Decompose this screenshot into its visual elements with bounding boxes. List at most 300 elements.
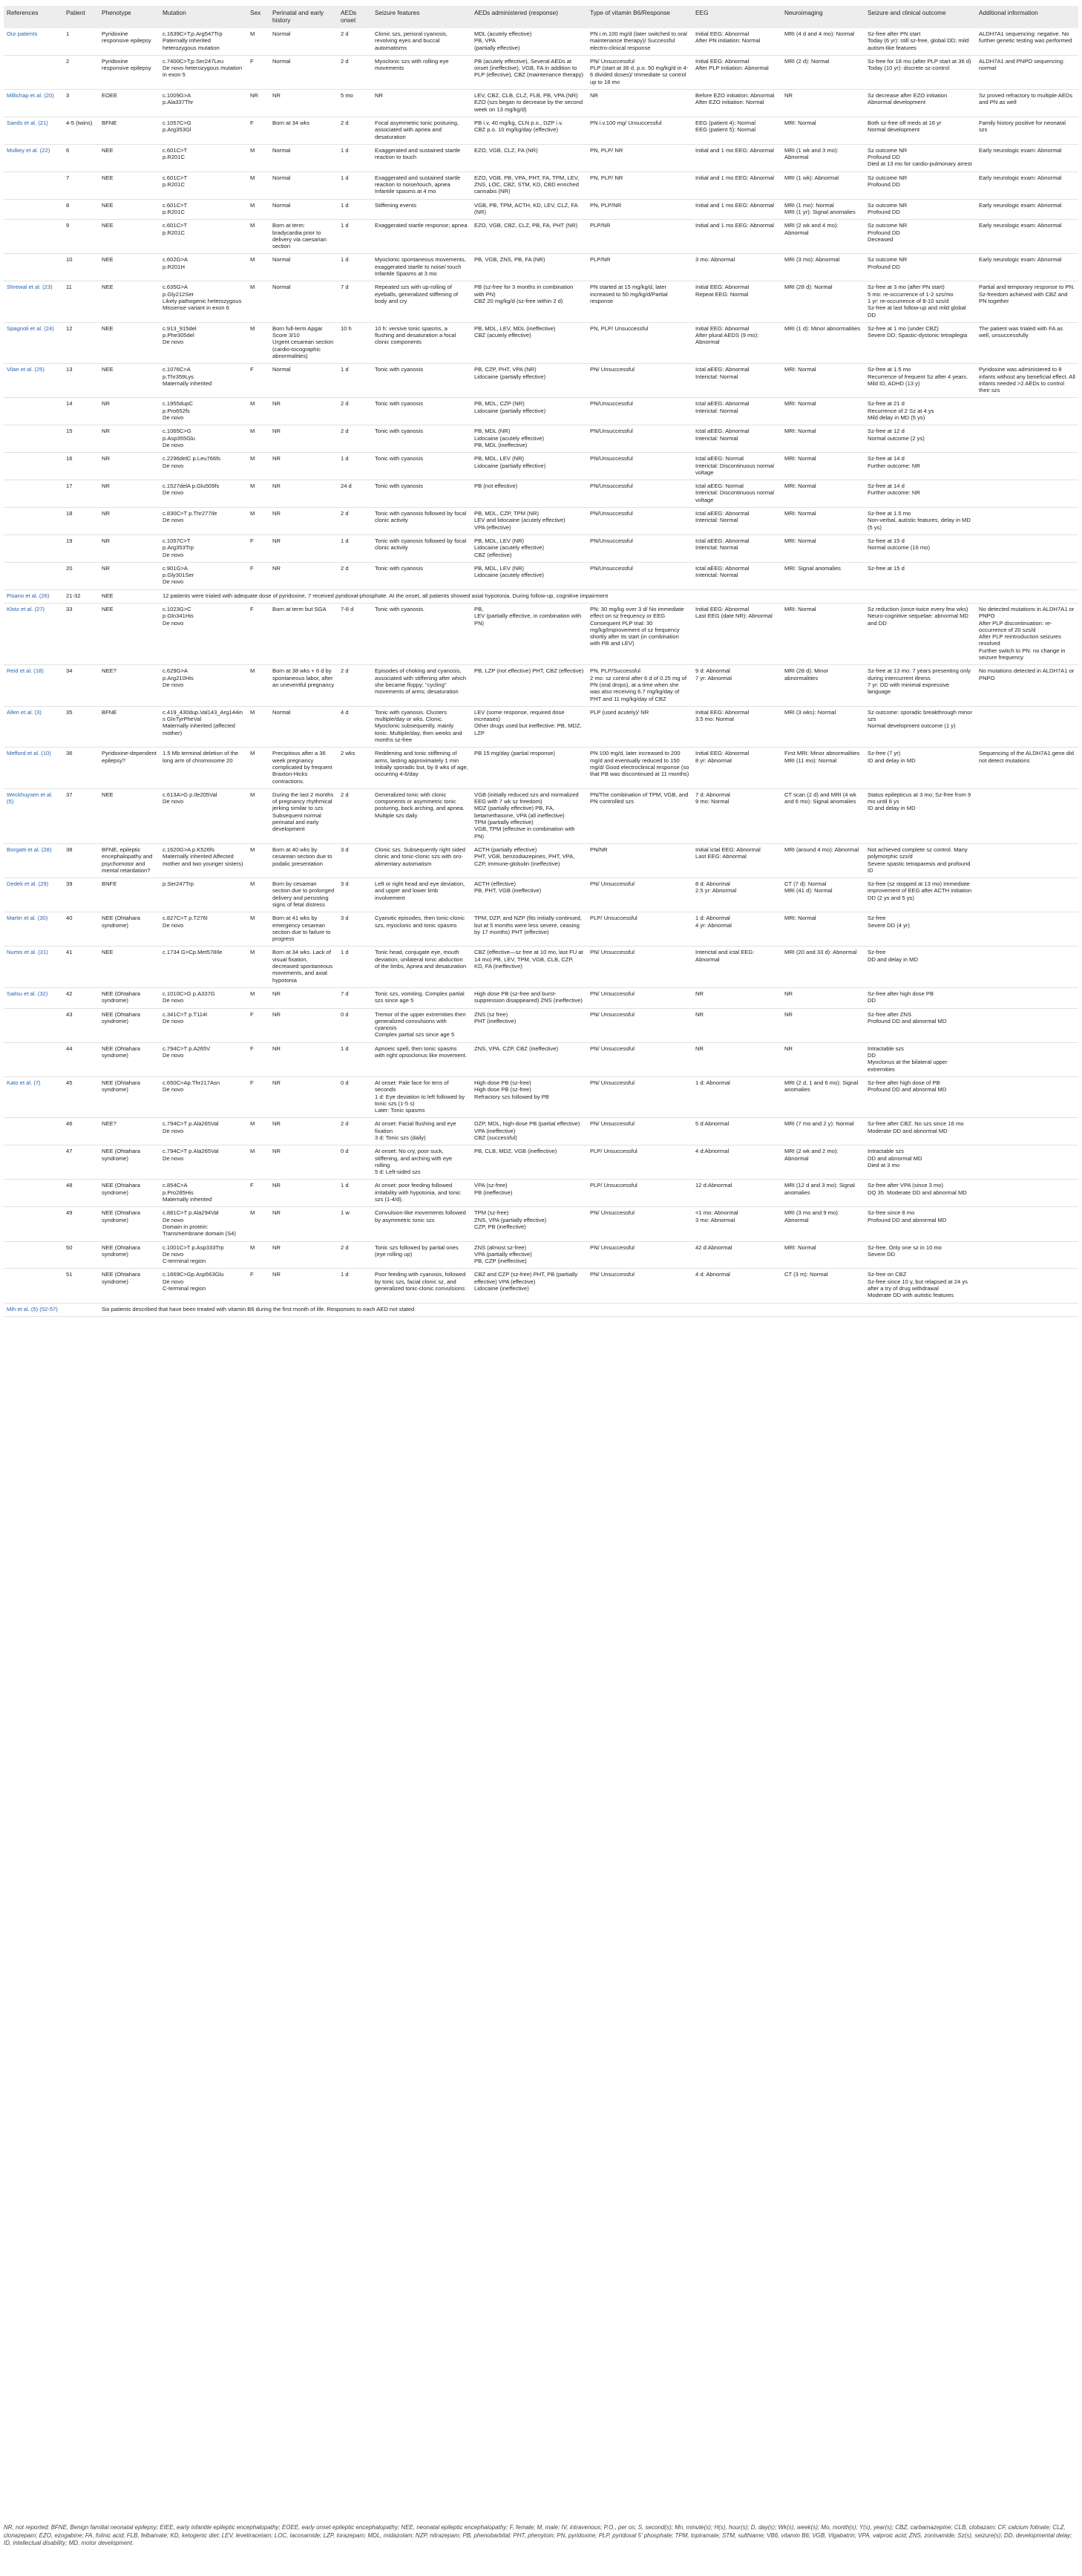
table-cell: Sz-free DD and delay in MD [865,947,976,987]
table-cell: NR [269,1118,338,1145]
table-cell: MRI (7 mo and 2 y): Normal [781,1118,865,1145]
table-cell: Intractable szs DD and abnormal MD Died at 3 mo [865,1145,976,1180]
table-row [4,788,1078,843]
table-cell: TPM, DZP, and NZP (fits initially continued, but at 5 months were less severe, ceasing by 17 months) PHT (effective) [471,912,587,947]
column-header: Phenotype [99,6,160,28]
table-cell: Tonic with cyanosis [372,398,471,425]
table-cell: NR [99,480,160,508]
table-cell: Sz reduction (once-twice every few wks) Neuro-cognitive sequelae: abnormal MD and DD [865,604,976,665]
table-cell: F [247,1042,269,1076]
table-cell: 3 d [338,878,372,912]
table-cell: Sz outcome NR Profound DD [865,199,976,220]
table-cell [976,788,1078,843]
table-cell: 1 d [338,535,372,562]
column-header: Neuroimaging [781,6,865,28]
reference-cell [4,1207,63,1241]
reference-cell [4,425,63,453]
table-cell: Normal [269,706,338,747]
table-cell: M [247,254,269,281]
table-cell: ALDH7A1 and PNPO sequencing: normal [976,55,1078,89]
reference-cell: Our patients [4,28,63,55]
table-cell: NR [269,1241,338,1269]
table-cell: PB, LZP (not effective) PHT, CBZ (effective) [471,665,587,706]
table-cell: NEE (Ohtahara syndrome) [99,1042,160,1076]
table-cell: Normal [269,144,338,171]
reference-cell: Klotz et al. (27) [4,604,63,665]
reference-cell: Millichap et al. (20) [4,90,63,117]
table-cell: NEE [99,144,160,171]
table-cell: Normal [269,281,338,322]
table-cell: MRI (1 wk): Abnormal [781,171,865,199]
table-cell: 4 d:Abnormal [692,1145,781,1180]
table-cell: Tonic with cyanosis [372,425,471,453]
table-cell: NR [99,453,160,480]
column-header: Seizure features [372,6,471,28]
table-cell: PN/Unsuccessful [587,453,692,480]
table-cell: M [247,1241,269,1269]
table-cell: c.1734 G>Cp.Met578Ile [160,947,247,987]
table-cell: NR [372,90,471,117]
table-row [4,562,1078,589]
table-cell: M [247,878,269,912]
table-cell: Episodes of choking and cyanosis, associated with stiffening after which she became floppy; "cycling" movements of arms; desaturation [372,665,471,706]
table-row [4,1042,1078,1076]
reference-cell [4,1145,63,1180]
table-cell: c.650C>Ap.Thr217Asn De novo [160,1076,247,1117]
table-cell: Pyridoxine responsive epilepsy [99,55,160,89]
table-cell: NR [99,562,160,589]
column-header: EEG [692,6,781,28]
table-cell: Apnoeic spell, then tonic spasms with right opsoclonus like movement. [372,1042,471,1076]
table-row [4,1303,1078,1316]
table-row [4,1008,1078,1042]
table-cell: PB 15 mg/day (partial response) [471,748,587,788]
table-row [4,254,1078,281]
table-cell: 16 [63,453,99,480]
table-cell: Tonic with cyanosis. Clusters multiple/day or wks. Clonic. Myoclonic subsequently, mainly tonic. Multiple/day, then weeks and months sz-free [372,706,471,747]
table-cell: 9 d: Abnormal 7 yr: Abnormal [692,665,781,706]
table-cell: Sz-free for 18 mo (after PLP start at 36 d) Today (10 yr): discrete sz-control [865,55,976,89]
table-cell: CT (3 m): Normal [781,1269,865,1303]
table-cell: NR [781,90,865,117]
table-cell: Tonic with cyanosis followed by focal clonic activity [372,535,471,562]
table-cell: M [247,322,269,363]
table-cell: ZNS (sz free) PHT (ineffective) [471,1008,587,1042]
table-cell: PN i.v.100 mg/ Unsuccessful [587,117,692,144]
table-cell: PLP/ Unsuccessful [587,1180,692,1207]
table-cell: 41 [63,947,99,987]
table-row [4,706,1078,747]
table-cell: PN/ Unsuccessful [587,1241,692,1269]
table-cell: 2 d [338,665,372,706]
table-cell: c.794C>T p.Ala265Val De novo [160,1145,247,1180]
table-cell: During the last 2 months of pregnancy rhythmical jerking similar to szs Subsequent normal perinatal and early development [269,788,338,843]
table-cell: PN/ Unsuccessful [587,947,692,987]
reference-cell [4,55,63,89]
table-cell: 1 d [338,1269,372,1303]
table-cell: Initial EEG: Abnormal 3.5 mo: Normal [692,706,781,747]
table-cell: PN/Unsuccessful [587,480,692,508]
table-cell: Ictal aEEG: Abnormal Interictal: Normal [692,535,781,562]
reference-cell: Vilan et al. (25) [4,364,63,398]
table-cell: 1.5 Mb terminal deletion of the long arm of chromosome 20 [160,748,247,788]
table-cell: 12 [63,322,99,363]
table-cell: First MRI: Minor abnormalities MRI (11 mo): Normal [781,748,865,788]
table-cell: MRI: Normal [781,453,865,480]
table-cell: Initial EEG: Abnormal Repeat EEG: Normal [692,281,781,322]
table-cell: Normal [269,171,338,199]
table-cell: MRI: Normal [781,425,865,453]
table-cell: 47 [63,1145,99,1180]
table-cell: 8 [63,199,99,220]
table-cell: Pyridoxine was administered to 8 infants without any beneficial effect. All infants needed >2 AEDs to control their szs [976,364,1078,398]
table-cell: PN/ Unsuccessful [587,1207,692,1241]
table-cell: 1 d [338,171,372,199]
column-header: Type of vitamin B6/Response [587,6,692,28]
table-cell: 33 [63,604,99,665]
table-cell: MRI (1 d): Minor abnormalities [781,322,865,363]
table-cell: c.419_430dup.Val143_Arg144ins GlnTyrPheVal Maternally inherited (affected mother) [160,706,247,747]
table-cell: 48 [63,1180,99,1207]
table-cell: Precipitous after a 36 week pregnancy complicated by frequent Braxton-Hicks contractions. [269,748,338,788]
table-cell: PN/ Unsuccessful [587,1076,692,1117]
table-cell: Sz outcome NR Profound DD Deceased [865,220,976,254]
table-cell: M [247,398,269,425]
table-cell: PN 100 mg/d, later increased to 200 mg/d and eventually reduced to 150 mg/d/ Good electroclinical response (so that PB was discontinued at 11 months) [587,748,692,788]
table-cell: MRI: Normal [781,535,865,562]
table-row [4,90,1078,117]
table-cell: M [247,748,269,788]
table-cell: c.1076C>A p.Thr359Lys Maternally inherited [160,364,247,398]
table-cell: c.854C>A p.Pro285His Maternally inherited [160,1180,247,1207]
table-cell: Ictal aEEG: Abnormal Interictal: Normal [692,562,781,589]
table-cell: Early neurologic exam: Abnormal [976,171,1078,199]
table-cell: Sz-free at 14 d Further outcome: NR [865,453,976,480]
table-cell: NR [99,425,160,453]
table-cell: At onset: poor feeding followed irritability with hypotonia, and tonic szs (1-4/d). [372,1180,471,1207]
table-cell: M [247,480,269,508]
table-cell: Pyridoxine-dependent epilepsy? [99,748,160,788]
table-row [4,453,1078,480]
table-row [4,1118,1078,1145]
table-cell: Initial EEG: Abnormal Last EEG (date NR): Abnormal [692,604,781,665]
table-cell: Initial EEG: Abnormal 8 yr: Abnormal [692,748,781,788]
table-cell: c.1639C>T;p.Arg547Trp Paternally inherited heterozygous mutation [160,28,247,55]
table-row [4,425,1078,453]
table-cell: Ictal aEEG: Normal Interictal: Discontinuous normal voltage [692,453,781,480]
table-cell: Early neurologic exam: Abnormal [976,220,1078,254]
table-cell: No detected mutations in ALDH7A1 or PNPO After PLP discontinuation: re-occurrence of 20 szs/d After PLP reintroduction seizures resolved Further switch to PN: no change in seizure frequency [976,604,1078,665]
table-cell: Reddening and tonic stiffening of arms, lasting approximately 1 min Initially sporadic but, by 8 wks of age, occurring 4-6/day [372,748,471,788]
table-cell: MRI: Normal [781,508,865,535]
table-cell: F [247,562,269,589]
table-cell: NR [692,1008,781,1042]
table-row [4,987,1078,1008]
table-cell [976,508,1078,535]
table-cell: Tonic szs followed by partial ones (eye rolling up) [372,1241,471,1269]
table-cell: c.601C>T p.R201C [160,220,247,254]
table-cell: 1 d [338,199,372,220]
table-cell: Sz decrease after EZO initiation Abnormal development [865,90,976,117]
column-header: AEDs onset [338,6,372,28]
table-cell: 1 d [338,144,372,171]
table-cell [976,535,1078,562]
table-cell: c.601C>T p.R201C [160,144,247,171]
table-cell: NEE (Ohtahara syndrome) [99,1269,160,1303]
table-cell: 35 [63,706,99,747]
table-cell: PN, PLP/Successful 2 mo: sz control after 6 d of 0.25 mg of PN (oral drops), at a time when she was also receiving 6.7 mg/kg/day of PHT and 11 mg/kg/day of CBZ [587,665,692,706]
table-cell: Before EZO initiation: Abnormal After EZO initiation: Normal [692,90,781,117]
table-cell: PN/Unsuccessful [587,535,692,562]
table-cell: Convulsion-like movements followed by asymmetric tonic szs [372,1207,471,1241]
table-cell: Sz-free at 1.5 mo Recurrence of frequent Sz after 4 years. Mild ID, ADHD (13 y) [865,364,976,398]
table-cell: Six patients described that have been treated with vitamin B6 during the first month of life. Responses to each AED not stated [99,1303,1078,1316]
table-cell: PN/ Unsuccessful PLP (start at 36 d, p.o. 50 mg/kg/d in 4-6 divided doses)/ Immediate sz control up to 18 mo [587,55,692,89]
table-cell: M [247,1207,269,1241]
table-cell: Sz-free (7 yr) ID and delay in MD [865,748,976,788]
table-cell: c.341C>T p.T114I De novo [160,1008,247,1042]
table-footnote: NR, not reported; BFNE, Benign familial neonatal epilepsy; EIEE, early infantile epileptic encephalopathy; EOEE, early onset epileptic encephalopathy; NEE, neonatal epileptic encephalopathy; F, female; M, male; IV, intravenous; P.O., per os; S, second(s); Mn, minute(s); H(s), hour(s); D, day(s); Wk(s), week(s); Mo, month(s); Y(s), year(s); CBZ, carbamazepine; CLB, clobazam; CF, calcium folinate; CLZ, clonazepam; EZO, ezogabine; FA, folinic acid; FLB, felbamate; KD, ketogenic diet; LEV, levetiracetam; LOC, lacosamide; LZP, lorazepam; MDL, midazolam; NZP, nitrazepam; PB, phenobarbital; PHT, phenytoin; PN, pyridoxine; PLP, pyridoxal 5' phosphate; TPM, topiramate; STM, sulthiame; VB6, vitamin B6; VGB, Vigabatrin; VPA, valproic acid; ZNS, zonisamide; Sz(s), seizure(s); DD, developmental delay; ID, intellectual disability; MD, motor development. [4,2524,1072,2547]
table-cell: 7-8 d [338,604,372,665]
table-cell: CT scan (2 d) and MRI (4 wk and 6 mo): Signal anomalies [781,788,865,843]
table-cell: c.1023G>C p.Gln341His De novo [160,604,247,665]
table-row [4,878,1078,912]
table-cell: Sz-free at 12 d Normal outcome (2 ys) [865,425,976,453]
table-cell: c.1001C>T p.Asp333Trp De novo C-terminal region [160,1241,247,1269]
table-cell: c.2296delC p.Leu766fs De novo [160,453,247,480]
table-row [4,1076,1078,1117]
table-cell: 2 d [338,398,372,425]
table-row [4,748,1078,788]
table-cell: 4-5 (twins) [63,117,99,144]
table-cell: c.613A>G p.Ile205Val De novo [160,788,247,843]
table-cell: Sz-free after high dose of PB Profound DD and abnormal MD [865,1076,976,1117]
table-cell: PB, MDL, LEV (NR) Lidocaine (acutely effective) CBZ (effective) [471,535,587,562]
table-cell: MRI (28 d): Minor abnormalities [781,665,865,706]
table-cell: 1 [63,28,99,55]
table-cell: Myoclonic szs with rolling eye movements [372,55,471,89]
table-cell: NEE (Ohtahara syndrome) [99,1145,160,1180]
reference-cell [4,508,63,535]
table-cell: 0 d [338,1145,372,1180]
table-row [4,1180,1078,1207]
table-row [4,508,1078,535]
table-row [4,1241,1078,1269]
table-cell: Exaggerated and sustained startle reaction to noise/touch, apnea Infantile spasms at 4 mo [372,171,471,199]
table-cell: EEG (patient 4): Normal EEG (patient 5): Normal [692,117,781,144]
table-row [4,912,1078,947]
table-cell: M [247,508,269,535]
table-cell: PN/ Unsuccessful [587,878,692,912]
table-cell: MRI (12 d and 3 mo): Signal anomalies [781,1180,865,1207]
table-cell: NEE (Ohtahara syndrome) [99,1207,160,1241]
table-cell: F [247,535,269,562]
table-cell: PN/Unsuccessful [587,425,692,453]
table-cell: CBZ and CZP (sz-free) PHT, PB (partially effective) VPA (effective) Lidocaine (ineffective) [471,1269,587,1303]
table-cell: 2 wks [338,748,372,788]
table-cell: Sz-free at 3 mo (after PN start) 5 mo: re-occurrence of 1-2 szs/mo 1 yr: re-occurrence of 8-10 szs/d Sz-free at last follow-up and mild global DD [865,281,976,322]
table-cell: NR [269,1145,338,1180]
table-cell: Sz outcome: sporadic breakthrough minor szs Normal development outcome (1 y) [865,706,976,747]
table-cell: NR [269,1008,338,1042]
table-cell: 0 d [338,1008,372,1042]
table-cell [976,1076,1078,1117]
table-cell: 37 [63,788,99,843]
table-cell: 1 d [338,254,372,281]
table-cell: Early neurologic exam: Abnormal [976,144,1078,171]
table-cell: Focal asymmetric tonic posturing, associated with apnea and desaturation [372,117,471,144]
table-cell: 10 h [338,322,372,363]
table-row [4,604,1078,665]
table-cell: F [247,55,269,89]
table-cell: Left or right head and eye deviation, and upper and lower limb involvement [372,878,471,912]
table-cell: Cyanotic episodes, then tonic-clonic szs, myoclonic and tonic spasms [372,912,471,947]
table-cell: 9 [63,220,99,254]
table-cell: 2 d [338,1241,372,1269]
table-cell: PLP/ Unsuccessful [587,1145,692,1180]
table-cell: Sz-free. Only one sz in 10 mo Severe DD [865,1241,976,1269]
table-cell: DZP, MDL, high-dose PB (partial effective) VPA (ineffective) CBZ (successful) [471,1118,587,1145]
table-cell: c.602G>A p.R201H [160,254,247,281]
table-cell: MRI: Normal [781,480,865,508]
table-cell: 51 [63,1269,99,1303]
table-row [4,535,1078,562]
table-cell: Clonic szs, perioral cyanosis, revolving eyes and buccal automatisms [372,28,471,55]
table-cell: PB, LEV (partially effective, in combination with PN) [471,604,587,665]
table-row [4,843,1078,877]
table-cell: MRI (2 d, 1 and 6 mo): Signal anomalies [781,1076,865,1117]
table-cell [976,987,1078,1008]
table-cell: TPM (sz-free) ZNS, VPA (partially effective) CZP, PB (ineffective) [471,1207,587,1241]
table-cell: MRI (around 4 mo): Abnormal [781,843,865,877]
table-cell: Sz-free at 14 d Further outcome: NR [865,480,976,508]
table-cell: LEV, CBZ, CLB, CLZ, FLB, PB, VPA (NR) EZO (szs began to decrease by the second week on 13 mg/kg/d) [471,90,587,117]
table-cell [976,912,1078,947]
table-cell: ACTH (effective) PB, PHT, VGB (ineffective) [471,878,587,912]
table-cell: Clonic szs. Subsequently right sided clonic and tonic-clonic szs with oro-alimentary automatism [372,843,471,877]
table-cell: PN/The combination of TPM, VGB, and PN controlled szs [587,788,692,843]
table-cell: M [247,453,269,480]
table-cell: Family history positive for neonatal szs [976,117,1078,144]
reference-cell: Borgatti et al. (28) [4,843,63,877]
table-cell: NR [781,1042,865,1076]
table-cell: PN, PLP/ NR [587,171,692,199]
table-cell: PN/ Unsuccessful [587,1008,692,1042]
table-row [4,171,1078,199]
table-cell: Normal [269,254,338,281]
table-cell: M [247,425,269,453]
table-cell: M [247,843,269,877]
table-cell: 18 [63,508,99,535]
table-cell: NEE [99,220,160,254]
table-cell: Initial and 1 mo EEG: Abnormal [692,199,781,220]
table-cell: NR [269,1042,338,1076]
table-cell: Sz-free after ZNS Profound DD and abnormal MD [865,1008,976,1042]
table-cell: Born at term: bradycardia prior to delivery via caesarian section [269,220,338,254]
table-cell: Poor feeding with cyanosis, followed by tonic szs, facial clonic sz, and generalized tonic-clonic convulsions [372,1269,471,1303]
table-cell: Pyridoxine responsive epilepsy [99,28,160,55]
reference-cell: Dedek et al. (29) [4,878,63,912]
table-cell: EZO, VGB, PB, VPA, PHT, FA, TPM, LEV, ZNS, LOC, CBZ, STM, KD, CBD enriched cannabis (NR) [471,171,587,199]
table-cell: NR [692,987,781,1008]
table-cell: NR [269,1180,338,1207]
table-cell [976,1118,1078,1145]
table-cell [976,425,1078,453]
table-cell: 2 d [338,1118,372,1145]
table-cell: NR [269,508,338,535]
reference-cell: Mulkey et al. (22) [4,144,63,171]
table-container [4,6,1078,1317]
table-cell: VGB (initially reduced szs and normalized EEG with 7 wk sz freedom) MDZ (partially effective) PB, FA, betamethasone, VPA (all ineffective) TPM (partially effective) VGB, TPM (effective in combination with PN) [471,788,587,843]
table-cell: Generalized tonic with clonic components or asymmetric tonic posturing, back arching, and apnea. Multiple szs daily [372,788,471,843]
table-cell: Myoclonic spontaneous movements, exaggerated startle to noise/ touch Infantile Spasms at 3 mo [372,254,471,281]
table-cell: c.1669C>Gp.Asp563Glu De novo C-terminal region [160,1269,247,1303]
table-cell: 14 [63,398,99,425]
table-cell: 4 d [338,706,372,747]
table-cell: ALDH7A1 sequencing: negative. No further genetic testing was performed [976,28,1078,55]
table-cell: NR [269,562,338,589]
table-cell: 3 d [338,912,372,947]
table-cell: PB, VGB, ZNS, PB, FA (NR) [471,254,587,281]
table-cell [976,706,1078,747]
table-cell: PN i.m.100 mg/d (later switched to oral maintenance therapy)/ Successful electro-clinical response [587,28,692,55]
table-cell: PN/ Unsuccessful [587,1269,692,1303]
table-cell: Partial and temporary response to PN. Sz-freedom achieved with CBZ and PN together [976,281,1078,322]
table-cell: c.601C>T p.R201C [160,199,247,220]
table-cell: BFNE [99,706,160,747]
reference-cell [4,1269,63,1303]
table-cell: PB, CZP, PHT, VPA (NR) Lidocaine (partially effective) [471,364,587,398]
table-cell: c.794C>T p.Ala265Val De novo [160,1118,247,1145]
table-cell: MRI (1 wk and 3 mo): Abnormal [781,144,865,171]
table-cell: Sz outcome NR Profound DD [865,254,976,281]
table-cell: NEE [99,604,160,665]
table-cell: NR [781,987,865,1008]
table-cell: NR [269,1076,338,1117]
reference-cell: Saitsu et al. (32) [4,987,63,1008]
table-cell: PN/Unsuccessful [587,562,692,589]
table-cell: 7 d: Abnormal 9 mo: Normal [692,788,781,843]
reference-cell: Kato et al. (7) [4,1076,63,1117]
table-cell: 1 d [338,1180,372,1207]
table-cell: c.1057C>G p.Arg353Gl [160,117,247,144]
table-cell: c.1065C>G p.Asp355Glu De novo [160,425,247,453]
table-cell: Ictal aEEG: Normal Interictal: Discontinuous normal voltage [692,480,781,508]
reference-cell [4,171,63,199]
table-cell: MRI (3 mo): Abnormal [781,254,865,281]
table-cell: 15 [63,425,99,453]
table-cell [976,843,1078,877]
table-cell: Sz-free after VPA (since 3 mo) DQ 35. Moderate DD and abnormal MD [865,1180,976,1207]
reference-cell [4,562,63,589]
table-cell: NEE [99,199,160,220]
table-cell: NR [99,535,160,562]
table-cell: NEE [99,589,160,603]
table-cell: Tonic head, conjugate eye, mouth deviation, unilateral tonic abduction of the limbs, Apnea and desaturation [372,947,471,987]
table-cell: 44 [63,1042,99,1076]
column-header: Patient [63,6,99,28]
table-cell: F [247,1076,269,1117]
table-cell: ZNS (almost sz-free) VPA (partially effective) PB, CZP (ineffective) [471,1241,587,1269]
table-row [4,480,1078,508]
table-cell: Tonic szs, vomiting. Complex partial szs since age 5 [372,987,471,1008]
table-cell: Normal [269,28,338,55]
table-cell: Tonic with cyanosis [372,453,471,480]
column-header: References [4,6,63,28]
table-cell: NR [99,508,160,535]
table-cell: CBZ (effective—sz free at 10 mo, last FU at 14 mo) PB, LEV, TPM, VGB, CLB, CZP, KD, FA (ineffective) [471,947,587,987]
table-cell [976,1207,1078,1241]
